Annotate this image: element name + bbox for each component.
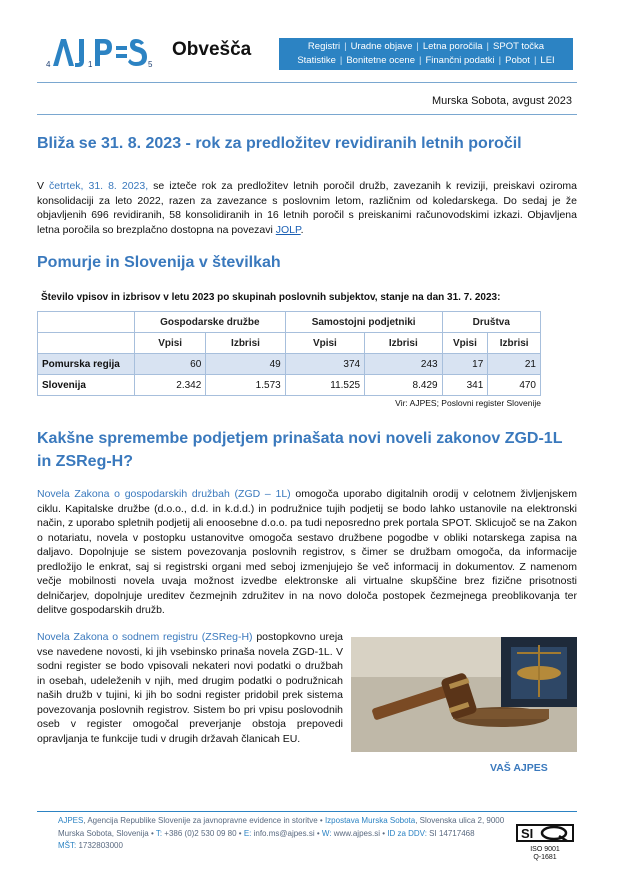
footer-org: AJPES [58,816,84,825]
siq-certificate-logo [515,822,575,862]
table-corner [38,333,135,354]
table-caption: Število vpisov in izbrisov v letu 2023 po skupinah poslovnih subjektov, stanje na dan 31. 7. 2023: [41,292,501,303]
footer-email[interactable]: info.ms@ajpes.si • [251,828,322,838]
body-text: omogoča uporabo digitalnih orodij v celotnem življenjskem ciklu. Kapitalske družbe (d.o.o., d.d. in k.d.d.) in podružnice tujih podjetij se bodo lahko ustanovile na elektronski način, z uporabo spletnih podjetij ali enoosebne d.o.o. pa tudi neposredno prek portala SPOT. Sklicujoč se na Zakon o notariatu, novela v postopku ustanovitve omogoča sestavo družbene pogodbe v obliki notarskega zapisa na daljavo. Dopolnjuje se sistem povezovanja poslovnih registrov, s čimer se družbam omogoča, da informacije predložijo le enkrat, saj si registrski organi med seboj izmenjujejo še več informacij in dokumentov. Z namenom večje mobilnosti novela uvaja možnost izvedbe elektronske ali virtualne skupščine brez fizične prisotnosti delničarjev, dopolnjuje ureditev čezmejnih združitev in na novo določa postopek čezmejnega preoblikovanja ter delitve gospodarskih družb. [37,488,577,616]
svg-text:SI: SI [521,826,534,841]
table-source: Vir: AJPES; Poslovni register Slovenije [395,398,541,408]
column-header: Izbrisi [365,333,442,354]
top-nav-row-2: Statistike | Bonitetne ocene | Finančni podatki | Pobot | LEI [297,55,555,66]
body-text: se izteče rok za predložitev letnih poročil družb, zavezanih k reviziji, preiskavi oziroma konsolidaciji za leto 2022, razen za zavezance s poslovnim letom, različnim od koledarskega. Do sedaj je že objavljenih 696 revidiranih, 58 konsolidiranih in 16 letnih poročil s preiskanimi računovodskimi izkazi. Objavljena letna poročila so brezplačno dostopna na povezavi [37,180,577,236]
nav-financni-podatki[interactable]: Finančni podatki [425,55,495,66]
table-subheader-row [38,333,541,354]
footer-reg-number: 1732803000 [76,841,123,850]
ajpes-logo[interactable] [40,34,155,70]
column-header: Izbrisi [488,333,541,354]
stats-table [37,311,541,396]
article-1-body [37,179,577,237]
table-cell: 470 [488,375,541,396]
divider [37,114,577,115]
nav-bonitetne-ocene[interactable]: Bonitetne ocene [346,55,415,66]
signature: VAŠ AJPES [490,762,548,774]
group-header: Gospodarske družbe [135,312,286,333]
table-cell: 341 [442,375,488,396]
table-cell: 243 [365,354,442,375]
table-cell: 60 [135,354,206,375]
column-header: Vpisi [135,333,206,354]
nav-letna-porocila[interactable]: Letna poročila [422,41,483,52]
article-3-paragraph-1 [37,487,577,618]
jolp-link[interactable]: JOLP [275,223,301,236]
column-header: Izbrisi [206,333,285,354]
footer-divider [37,811,577,812]
table-cell: 49 [206,354,285,375]
article-1-title: Bliža se 31. 8. 2023 - rok za predložitev revidiranih letnih poročil [37,135,522,152]
svg-text:4: 4 [46,60,51,69]
table-header-row [38,312,541,333]
footer-branch: Izpostava Murska Sobota [324,816,416,825]
svg-text:5: 5 [148,60,153,69]
table-cell: 374 [285,354,364,375]
footer-phone: +386 (0)2 530 09 80 • [162,828,244,838]
nav-uradne-objave[interactable]: Uradne objave [350,41,413,52]
table-cell: 1.573 [206,375,285,396]
table-row [38,354,541,375]
footer-website[interactable]: www.ajpes.si • [331,828,388,838]
footer [58,815,513,853]
nav-spot-tocka[interactable]: SPOT točka [493,41,545,52]
nav-pobot[interactable]: Pobot [505,55,530,66]
table-row [38,375,541,396]
column-header: Vpisi [442,333,488,354]
body-text: V [37,180,50,192]
article-3-title: Kakšne spremembe podjetjem prinašata novi noveli zakonov ZGD-1L in ZSReg-H? [37,430,563,470]
section-2-title: Pomurje in Slovenija v številkah [37,254,281,271]
newsletter-title: Obvešča [172,39,252,60]
zgd-highlight: Novela Zakona o gospodarskih družbah (ZGD – 1L) [37,488,291,500]
nav-registri[interactable]: Registri [307,41,341,52]
footer-text: , Slovenska ulica 2, 9000 Murska Sobota, Slovenija • [58,816,505,838]
deadline-highlight: četrtek, 31. 8. 2023, [49,180,149,192]
group-header: Društva [442,312,540,333]
column-header: Vpisi [285,333,364,354]
footer-label: MŠT: [58,841,77,850]
svg-text:1: 1 [88,60,93,69]
footer-label: ID za DDV: [387,828,427,838]
row-label: Slovenija [38,375,135,396]
article-3-paragraph-2 [37,630,343,746]
gavel-photo [351,637,577,752]
footer-label: E: [243,828,252,838]
table-corner [38,312,135,333]
top-nav [279,38,573,70]
zsreg-highlight: Novela Zakona o sodnem registru (ZSReg-H) [37,631,253,643]
table-cell: 2.342 [135,375,206,396]
iso-number: Q-1681 [533,854,557,861]
nav-lei[interactable]: LEI [540,55,555,66]
table-cell: 11.525 [285,375,364,396]
nav-statistike[interactable]: Statistike [297,55,336,66]
footer-text: , Agencija Republike Slovenije za javnopravne evidence in storitve • [83,816,325,825]
group-header: Samostojni podjetniki [285,312,442,333]
footer-label: T: [155,828,163,838]
table-cell: 8.429 [365,375,442,396]
footer-vat-id: SI 14717468 [426,828,475,838]
table-cell: 17 [442,354,488,375]
dateline: Murska Sobota, avgust 2023 [431,95,572,107]
body-text: postopkovno ureja vse navedene novosti, ki jih vsebinsko prinaša novela ZGD-1L. V sodni register se bodo vpisovali nekateri novi podatki o družbah in osebah, udeleženih v njih, med drugim podatki o podružnicah naših družb v tujini, ki jih bo sodni register pridobil prek sistema povezovanja poslovnih registrov. Sistem bo pri vpisu poslovodnih oseb v register omogočal preverjanje obstoja prepovedi opravljanja te funkcije tudi v drugih državah članicah EU. [37,631,343,745]
row-label: Pomurska regija [38,354,135,375]
table-cell: 21 [488,354,541,375]
iso-label: ISO 9001 [530,846,560,853]
body-text: . [300,223,304,236]
divider [37,82,577,83]
top-nav-row-1: Registri | Uradne objave | Letna poročila | SPOT točka [307,41,545,52]
footer-label: W: [321,828,332,838]
